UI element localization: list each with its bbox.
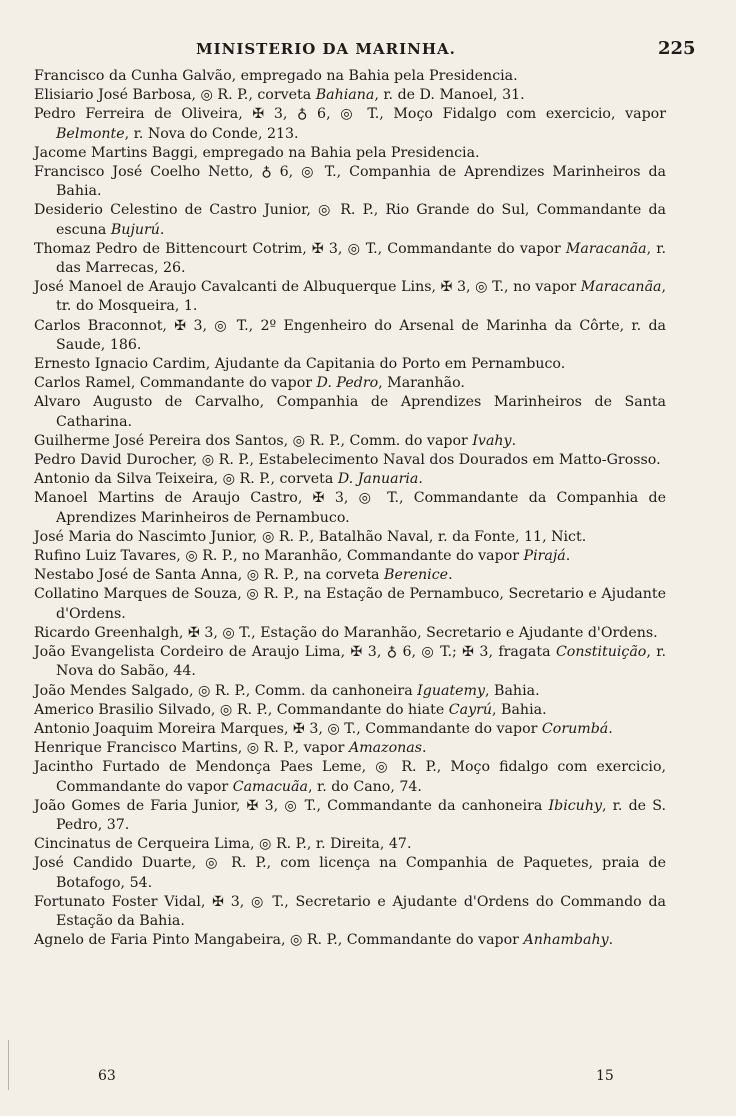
list-item: João Evangelista Cordeiro de Araujo Lima, ✠ 3, ♁ 6, ◎ T.; ✠ 3, fragata Constituição, r. Nova do Sabão, 44. [34, 644, 666, 680]
list-item: José Manoel de Araujo Cavalcanti de Albuquerque Lins, ✠ 3, ◎ T., no vapor Maracanãa, tr. do Mosqueira, 1. [34, 279, 666, 315]
list-item: Agnelo de Faria Pinto Mangabeira, ◎ R. P., Commandante do vapor Anhambahy. [34, 932, 614, 949]
list-item: Thomaz Pedro de Bittencourt Cotrim, ✠ 3, ◎ T., Commandante do vapor Maracanãa, r. das Marrecas, 26. [34, 240, 666, 277]
list-item: Elisiario José Barbosa, ◎ R. P., corveta Bahiana, r. de D. Manoel, 31. [34, 87, 525, 104]
list-item: Rufino Luiz Tavares, ◎ R. P., no Maranhão, Commandante do vapor Pirajá. [34, 548, 571, 565]
list-item: Jacome Martins Baggi, empregado na Bahia pela Presidencia. [34, 144, 480, 161]
list-item: Pedro David Durocher, ◎ R. P., Estabelecimento Naval dos Dourados em Matto-Grosso. [34, 452, 661, 469]
list-item: Francisco da Cunha Galvão, empregado na Bahia pela Presidencia. [34, 68, 518, 84]
list-item: Francisco José Coelho Netto, ♁ 6, ◎ T., Companhia de Aprendizes Marinheiros da Bahia. [34, 164, 666, 200]
running-title: MINISTERIO DA MARINHA. [196, 40, 456, 58]
list-item: José Candido Duarte, ◎ R. P., com licença na Companhia de Paquetes, praia de Botafogo, 54. [34, 855, 666, 891]
signature-mark-left: 63 [98, 1068, 116, 1084]
list-item: Carlos Ramel, Commandante do vapor D. Pedro, Maranhão. [34, 375, 465, 392]
list-item: Jacintho Furtado de Mendonça Paes Leme, ◎ R. P., Moço fidalgo com exercicio, Commandante do vapor Camacuãa, r. do Cano, 74. [34, 759, 666, 795]
list-item: Alvaro Augusto de Carvalho, Companhia de Aprendizes Marinheiros de Santa Catharina. [34, 394, 666, 430]
list-item: Antonio da Silva Teixeira, ◎ R. P., corveta D. Januaria. [34, 471, 423, 488]
list-item: Manoel Martins de Araujo Castro, ✠ 3, ◎ T., Commandante da Companhia de Aprendizes Marinheiros de Pernambuco. [34, 490, 666, 526]
list-item: Guilherme José Pereira dos Santos, ◎ R. P., Comm. do vapor Ivahy. [34, 432, 517, 449]
list-item: Carlos Braconnot, ✠ 3, ◎ T., 2º Engenheiro do Arsenal de Marinha da Côrte, r. da Saude, 186. [34, 317, 666, 353]
page-header [0, 40, 736, 64]
list-item: Desiderio Celestino de Castro Junior, ◎ R. P., Rio Grande do Sul, Commandante da escuna Bujurú. [34, 202, 666, 238]
list-item: Cincinatus de Cerqueira Lima, ◎ R. P., r. Direita, 47. [34, 836, 412, 853]
list-item: Collatino Marques de Souza, ◎ R. P., na Estação de Pernambuco, Secretario e Ajudante d'Ordens. [34, 586, 666, 622]
signature-mark-right: 15 [596, 1068, 614, 1084]
entry-list [34, 67, 666, 950]
list-item: Nestabo José de Santa Anna, ◎ R. P., na corveta Berenice. [34, 567, 453, 584]
page-number: 225 [658, 38, 696, 59]
list-item: Pedro Ferreira de Oliveira, ✠ 3, ♁ 6, ◎ T., Moço Fidalgo com exercicio, vapor Belmonte, r. Nova do Conde, 213. [34, 106, 666, 142]
list-item: João Gomes de Faria Junior, ✠ 3, ◎ T., Commandante da canhoneira Ibicuhy, r. de S. Pedro, 37. [34, 797, 666, 833]
list-item: Antonio Joaquim Moreira Marques, ✠ 3, ◎ T., Commandante do vapor Corumbá. [34, 720, 613, 737]
list-item: Ernesto Ignacio Cardim, Ajudante da Capitania do Porto em Pernambuco. [34, 356, 566, 373]
list-item: Fortunato Foster Vidal, ✠ 3, ◎ T., Secretario e Ajudante d'Ordens do Commando da Estação da Bahia. [34, 893, 666, 929]
list-item: José Maria do Nascimto Junior, ◎ R. P., Batalhão Naval, r. da Fonte, 11, Nict. [34, 528, 587, 545]
list-item: Ricardo Greenhalgh, ✠ 3, ◎ T., Estação do Maranhão, Secretario e Ajudante d'Ordens. [34, 624, 658, 641]
list-item: Henrique Francisco Martins, ◎ R. P., vapor Amazonas. [34, 740, 427, 757]
list-item: Americo Brasilio Silvado, ◎ R. P., Commandante do hiate Cayrú, Bahia. [34, 701, 547, 718]
page-footer [0, 1068, 736, 1092]
list-item: João Mendes Salgado, ◎ R. P., Comm. da canhoneira Iguatemy, Bahia. [34, 682, 540, 699]
